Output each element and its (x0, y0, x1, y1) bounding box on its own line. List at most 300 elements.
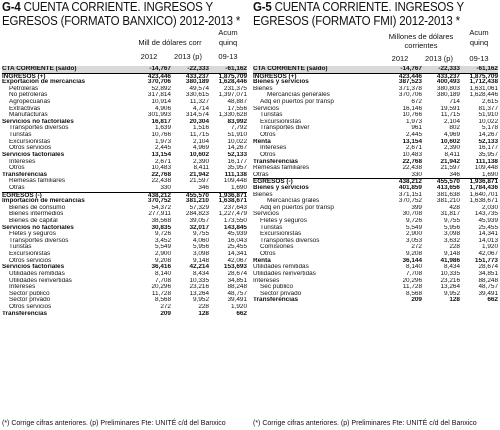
value-2012: 13,154 (402, 138, 422, 145)
table-row (253, 297, 498, 304)
value-2012: 2,900 (155, 251, 171, 258)
row-label: Otros (260, 132, 276, 139)
table-row (253, 251, 498, 258)
row-label: Transferencias (2, 171, 48, 178)
value-2012: 438,212 (398, 178, 422, 185)
value-2013: 10,335 (189, 277, 209, 284)
value-2013: 10,602 (440, 138, 460, 145)
row-label: Otros servicios (9, 303, 52, 310)
table-row (2, 145, 247, 152)
row-label: Otros (260, 251, 276, 258)
value-acum: 88,248 (227, 284, 247, 291)
value-2012: 3,053 (406, 237, 422, 244)
value-acum: -61,162 (225, 66, 247, 72)
table-row (2, 92, 247, 99)
table-row (253, 99, 498, 106)
table-row (2, 192, 247, 199)
value-2013: 21,942 (189, 171, 209, 178)
row-label: Fletes y seguros (9, 231, 56, 238)
table-row (253, 165, 498, 172)
value-2012: 9,208 (155, 257, 171, 264)
value-2013: 21,597 (189, 178, 209, 185)
value-acum: 1,638,671 (218, 198, 247, 205)
row-label: Transportes diversos (260, 237, 320, 244)
row-label: Bienes intermedios (9, 211, 64, 218)
value-2012: 20,296 (402, 277, 422, 284)
row-label: Agropecuarias (9, 99, 51, 106)
value-2013: 13,264 (189, 290, 209, 297)
col-acum-3: 09-13 (469, 54, 489, 63)
table-g5 (253, 0, 498, 304)
value-acum: 34,851 (227, 277, 247, 284)
row-label: Adq en puertos por transp (260, 204, 334, 211)
table-header (253, 28, 498, 66)
row-label: Extractivas (9, 105, 41, 112)
table-row (2, 99, 247, 106)
value-2012: 22,768 (402, 158, 422, 165)
value-2013: 13,264 (440, 284, 460, 291)
value-acum: 10,022 (227, 138, 247, 145)
value-acum: 1,690 (231, 184, 247, 191)
value-2012: 330 (160, 184, 171, 191)
value-acum: 16,043 (227, 237, 247, 244)
value-acum: 48,757 (478, 284, 498, 291)
value-2012: 30,708 (402, 211, 422, 218)
table-row (2, 244, 247, 251)
row-label: Otros (9, 165, 25, 172)
value-2013: 9,148 (193, 257, 209, 264)
value-acum: 52,133 (478, 138, 498, 145)
row-label: Excursionistas (260, 231, 302, 238)
value-2013: 2,390 (444, 145, 460, 152)
table-body (253, 66, 498, 304)
value-2013: 20,304 (189, 118, 209, 125)
value-2013: 31,817 (440, 211, 460, 218)
row-label: Bienes y servicios (253, 79, 309, 86)
value-acum: 52,133 (227, 151, 247, 158)
row-label: Otros (260, 151, 276, 158)
value-acum: 14,341 (478, 231, 498, 238)
value-acum: 173,550 (223, 218, 247, 225)
table-row (2, 152, 247, 159)
value-acum: 34,851 (478, 270, 498, 277)
value-acum: 1,330,628 (218, 112, 247, 119)
value-acum: 42,067 (478, 251, 498, 258)
value-2013: 413,656 (436, 184, 460, 191)
table-row (2, 284, 247, 291)
table-row (253, 159, 498, 166)
value-acum: 83,992 (227, 118, 247, 125)
value-2013: 433,237 (436, 72, 460, 80)
value-2013: 381,210 (436, 198, 460, 205)
row-label: Intereses (253, 277, 280, 284)
table-row (253, 244, 498, 251)
value-2012: 330 (411, 171, 422, 178)
table-row (253, 218, 498, 225)
value-acum: 1,628,446 (469, 92, 498, 99)
row-label: EGRESOS (-) (2, 192, 42, 199)
table-row (253, 66, 498, 73)
row-label: Mercancías generales (267, 92, 330, 99)
value-2012: 30,835 (151, 224, 171, 231)
row-label: Otros servicios (9, 145, 52, 152)
value-acum: 51,910 (478, 112, 498, 119)
value-acum: 35,957 (478, 151, 498, 158)
value-2013: 2,104 (193, 138, 209, 145)
table-row (253, 73, 498, 80)
value-acum: 1,690 (482, 171, 498, 178)
value-2012: 20,296 (151, 284, 171, 291)
row-label: Sector privado (9, 297, 51, 304)
table-row (2, 205, 247, 212)
row-label: Comisiones (260, 244, 294, 251)
value-2013: 802 (449, 125, 460, 132)
value-acum: 111,138 (224, 171, 247, 178)
value-acum: 48,887 (227, 99, 247, 106)
table-row (253, 112, 498, 119)
row-label: Renta (253, 257, 271, 264)
row-label: Excursionistas (9, 138, 51, 145)
value-2012: 5,549 (155, 244, 171, 251)
value-acum: 45,939 (227, 231, 247, 238)
table-row (2, 218, 247, 225)
table-row (253, 132, 498, 139)
row-label: Otras (9, 184, 25, 191)
value-2013: 3,098 (444, 231, 460, 238)
row-label: Otras (253, 171, 269, 178)
value-2012: 301,993 (147, 112, 171, 119)
value-2012: 423,446 (398, 72, 422, 80)
row-label: INGRESOS (+) (2, 73, 46, 80)
row-label: Renta (253, 138, 271, 145)
value-acum: 231,375 (223, 85, 247, 92)
row-label: Sec público (260, 284, 294, 291)
row-label: Utilidades reinvertidas (9, 277, 72, 284)
value-2013: 10,335 (440, 270, 460, 277)
value-2013: 4,060 (193, 237, 209, 244)
value-2012: 36,416 (151, 264, 171, 271)
value-2013: 9,952 (193, 297, 209, 304)
value-acum: 143,735 (474, 211, 498, 218)
row-label: Transferencias (2, 310, 48, 317)
row-label: Transferencias (253, 158, 299, 165)
value-2012: 5,549 (406, 224, 422, 231)
value-2012: 11,728 (151, 290, 171, 297)
table-row (2, 311, 247, 318)
row-label: Sector privado (260, 290, 302, 297)
value-acum: 1,712,438 (469, 79, 498, 86)
value-2012: 10,483 (402, 151, 422, 158)
value-acum: 1,784,436 (469, 184, 498, 191)
value-2013: 380,803 (436, 85, 460, 92)
value-2012: 54,372 (151, 204, 171, 211)
value-2013: 400,493 (436, 79, 460, 86)
row-label: Utilidades reinvertidas (253, 270, 316, 277)
value-2012: 1,639 (155, 125, 171, 132)
value-2013: 8,411 (193, 165, 209, 172)
table-row (2, 165, 247, 172)
table-row (253, 211, 498, 218)
title-line-2: EGRESOS (FORMATO BANXICO) 2012-2013 * (2, 14, 241, 28)
value-2013: 9,952 (444, 290, 460, 297)
value-acum: 662 (236, 310, 247, 317)
row-label: Excursionistas (260, 118, 302, 125)
table-row (2, 271, 247, 278)
table-row (2, 297, 247, 304)
table-row (253, 139, 498, 146)
value-acum: -61,162 (476, 66, 498, 72)
table-row (253, 258, 498, 265)
value-acum: 17,556 (227, 105, 247, 112)
row-label: Servicios no factoriales (2, 224, 74, 231)
value-acum: 14,267 (227, 145, 247, 152)
row-label: Bienes (253, 191, 273, 198)
col-acum-3: 09-13 (218, 52, 238, 61)
value-acum: 153,693 (223, 264, 247, 271)
value-2013: 128 (449, 297, 460, 304)
value-2013: 455,570 (185, 191, 209, 199)
value-2013: 23,216 (189, 284, 209, 291)
table-row (253, 79, 498, 86)
row-label: Bienes de consumo (9, 204, 66, 211)
table-row (2, 172, 247, 179)
value-2013: -22,333 (438, 66, 460, 72)
value-acum: 1,640,701 (469, 191, 498, 198)
value-2013: 428 (449, 204, 460, 211)
value-acum: 51,910 (227, 132, 247, 139)
table-row (2, 139, 247, 146)
value-acum: 2,030 (482, 204, 498, 211)
value-2013: 380,189 (436, 92, 460, 99)
row-label: Adq en puertos por transp (260, 99, 334, 106)
col-2013: 2013 (p) (174, 52, 202, 61)
value-acum: 1,875,709 (218, 72, 247, 80)
value-acum: 35,957 (227, 165, 247, 172)
value-2012: 423,446 (147, 72, 171, 80)
table-row (253, 205, 498, 212)
value-2012: 672 (411, 99, 422, 106)
value-2012: 10,483 (151, 165, 171, 172)
units-label-2: corrientes (404, 41, 438, 50)
table-row (2, 119, 247, 126)
value-2013: 3,098 (193, 251, 209, 258)
value-2012: 370,706 (147, 79, 171, 86)
value-2013: 5,956 (444, 224, 460, 231)
value-2013: 314,574 (185, 112, 209, 119)
value-2013: 9,755 (444, 218, 460, 225)
value-2013: 9,755 (193, 231, 209, 238)
row-label: INGRESOS (+) (253, 73, 297, 80)
value-2013: 4,969 (444, 132, 460, 139)
value-2012: 9,208 (406, 251, 422, 258)
value-2012: 7,708 (406, 270, 422, 277)
value-2012: 22,438 (151, 178, 171, 185)
table-row (2, 278, 247, 285)
table-row (253, 185, 498, 192)
row-label: Utilidades remitidas (9, 270, 65, 277)
value-2012: 438,212 (147, 191, 171, 199)
row-label: Bienes (253, 85, 273, 92)
value-2013: 380,189 (185, 79, 209, 86)
value-2012: 317,814 (147, 92, 171, 99)
value-2012: 22,438 (402, 165, 422, 172)
table-row (2, 132, 247, 139)
value-2013: 3,632 (444, 237, 460, 244)
table-row (253, 192, 498, 199)
value-2013: 4,969 (193, 145, 209, 152)
table-g4 (2, 0, 247, 317)
table-row (253, 106, 498, 113)
table-body (2, 66, 247, 317)
table-row (253, 278, 498, 285)
value-2012: 3,452 (155, 237, 171, 244)
row-label: Intereses (9, 158, 36, 165)
value-2013: 8,434 (444, 264, 460, 271)
row-label: No petroleras (9, 92, 48, 99)
row-label: Bienes de capital (9, 218, 58, 225)
table-row (2, 112, 247, 119)
col-acum-2: quinq (218, 38, 238, 47)
value-2013: 330,615 (185, 92, 209, 99)
table-header (2, 28, 247, 66)
value-2013: 5,956 (193, 244, 209, 251)
row-label: Remesas familiares (253, 165, 310, 172)
value-2013: 21,942 (440, 158, 460, 165)
value-2013: 39,057 (189, 218, 209, 225)
value-2013: 57,329 (189, 204, 209, 211)
value-2013: 455,570 (436, 178, 460, 185)
value-2013: 381,638 (436, 191, 460, 198)
title-line-1: CUENTA CORRIENTE. INGRESOS Y (23, 0, 213, 14)
table-row (253, 86, 498, 93)
row-label: Sector público (9, 290, 50, 297)
value-2013: 284,823 (185, 211, 209, 218)
value-2012: -14,767 (400, 66, 422, 72)
value-acum: 1,875,709 (469, 72, 498, 80)
value-2012: 7,708 (155, 277, 171, 284)
value-2013: 41,986 (440, 257, 460, 264)
value-2012: 272 (160, 303, 171, 310)
value-acum: 109,448 (223, 178, 247, 185)
table-row (2, 258, 247, 265)
table-row (2, 225, 247, 232)
value-2013: 4,714 (193, 105, 209, 112)
table-row (253, 231, 498, 238)
value-acum: 81,377 (478, 105, 498, 112)
value-acum: 1,628,446 (218, 79, 247, 86)
table-row (253, 125, 498, 132)
table-row (253, 119, 498, 126)
value-acum: 151,773 (474, 257, 498, 264)
value-2013: 11,715 (440, 112, 460, 119)
value-2013: 23,216 (440, 277, 460, 284)
table-row (2, 291, 247, 298)
table-row (253, 238, 498, 245)
value-2012: 13,154 (151, 151, 171, 158)
value-2012: 9,726 (406, 218, 422, 225)
value-2012: 10,766 (151, 132, 171, 139)
value-acum: 7,792 (231, 125, 247, 132)
value-2012: 209 (160, 310, 171, 317)
value-acum: 28,674 (227, 270, 247, 277)
value-acum: 14,341 (227, 251, 247, 258)
row-label: Intereses (9, 284, 36, 291)
table-row (253, 271, 498, 278)
value-2012: 1,973 (155, 138, 171, 145)
value-2012: 277,911 (148, 211, 171, 218)
row-label: Servicios (253, 105, 279, 112)
units-label-1: Millones de dólares (388, 32, 454, 41)
row-label: CTA CORRIENTE (saldo) (2, 66, 77, 72)
value-2012: 38,568 (151, 218, 171, 225)
value-2013: 381,210 (185, 198, 209, 205)
title-line-2: EGRESOS (FORMATO FMI) 2012-2013 * (253, 14, 460, 28)
row-label: Petroleras (9, 85, 39, 92)
value-acum: 14,013 (478, 237, 498, 244)
table-row (2, 86, 247, 93)
row-label: Excursionistas (9, 251, 51, 258)
value-2012: 2,445 (155, 145, 171, 152)
value-2013: 21,597 (440, 165, 460, 172)
value-acum: 2,615 (482, 99, 498, 106)
row-label: Remesas familiares (9, 178, 66, 185)
value-acum: 1,631,061 (469, 85, 498, 92)
value-acum: 48,757 (227, 290, 247, 297)
row-label: Transferencias (253, 297, 299, 304)
table-row (2, 231, 247, 238)
value-2012: 9,726 (155, 231, 171, 238)
value-acum: 1,397,071 (218, 92, 247, 99)
row-label: Servicios (253, 211, 279, 218)
value-2012: -14,767 (149, 66, 171, 72)
row-label: Servicios factoriales (2, 151, 65, 158)
value-acum: 111,138 (475, 158, 498, 165)
row-label: Importación de mercancías (2, 198, 85, 205)
row-label: Manufacturas (9, 112, 48, 119)
row-label: Utilidades remitidas (253, 264, 309, 271)
table-row (2, 106, 247, 113)
value-2012: 4,906 (155, 105, 171, 112)
table-row (253, 284, 498, 291)
title-line-1: CUENTA CORRIENTE. INGRESOS Y (274, 0, 464, 14)
value-2012: 16,817 (151, 118, 171, 125)
table-row (253, 291, 498, 298)
value-acum: 1,936,871 (218, 191, 247, 199)
table-row (2, 66, 247, 73)
value-2013: 19,591 (440, 105, 460, 112)
table-row (253, 198, 498, 205)
value-2013: 11,327 (189, 99, 209, 106)
value-acum: 662 (487, 297, 498, 304)
value-2012: 11,728 (402, 284, 422, 291)
value-acum: 45,939 (478, 218, 498, 225)
value-acum: 5,178 (482, 125, 498, 132)
table-row (253, 145, 498, 152)
value-2012: 370,752 (398, 198, 422, 205)
table-row (2, 251, 247, 258)
value-acum: 1,936,871 (469, 178, 498, 185)
value-acum: 10,022 (478, 118, 498, 125)
value-2012: 16,146 (402, 105, 422, 112)
value-2012: 8,140 (155, 270, 171, 277)
table-row (253, 92, 498, 99)
value-2012: 961 (411, 125, 422, 132)
value-2012: 401,859 (398, 184, 422, 191)
row-label: Transportes diversos (9, 125, 69, 132)
value-2013: 714 (449, 99, 460, 106)
value-acum: 25,455 (478, 224, 498, 231)
table-title (253, 0, 478, 28)
